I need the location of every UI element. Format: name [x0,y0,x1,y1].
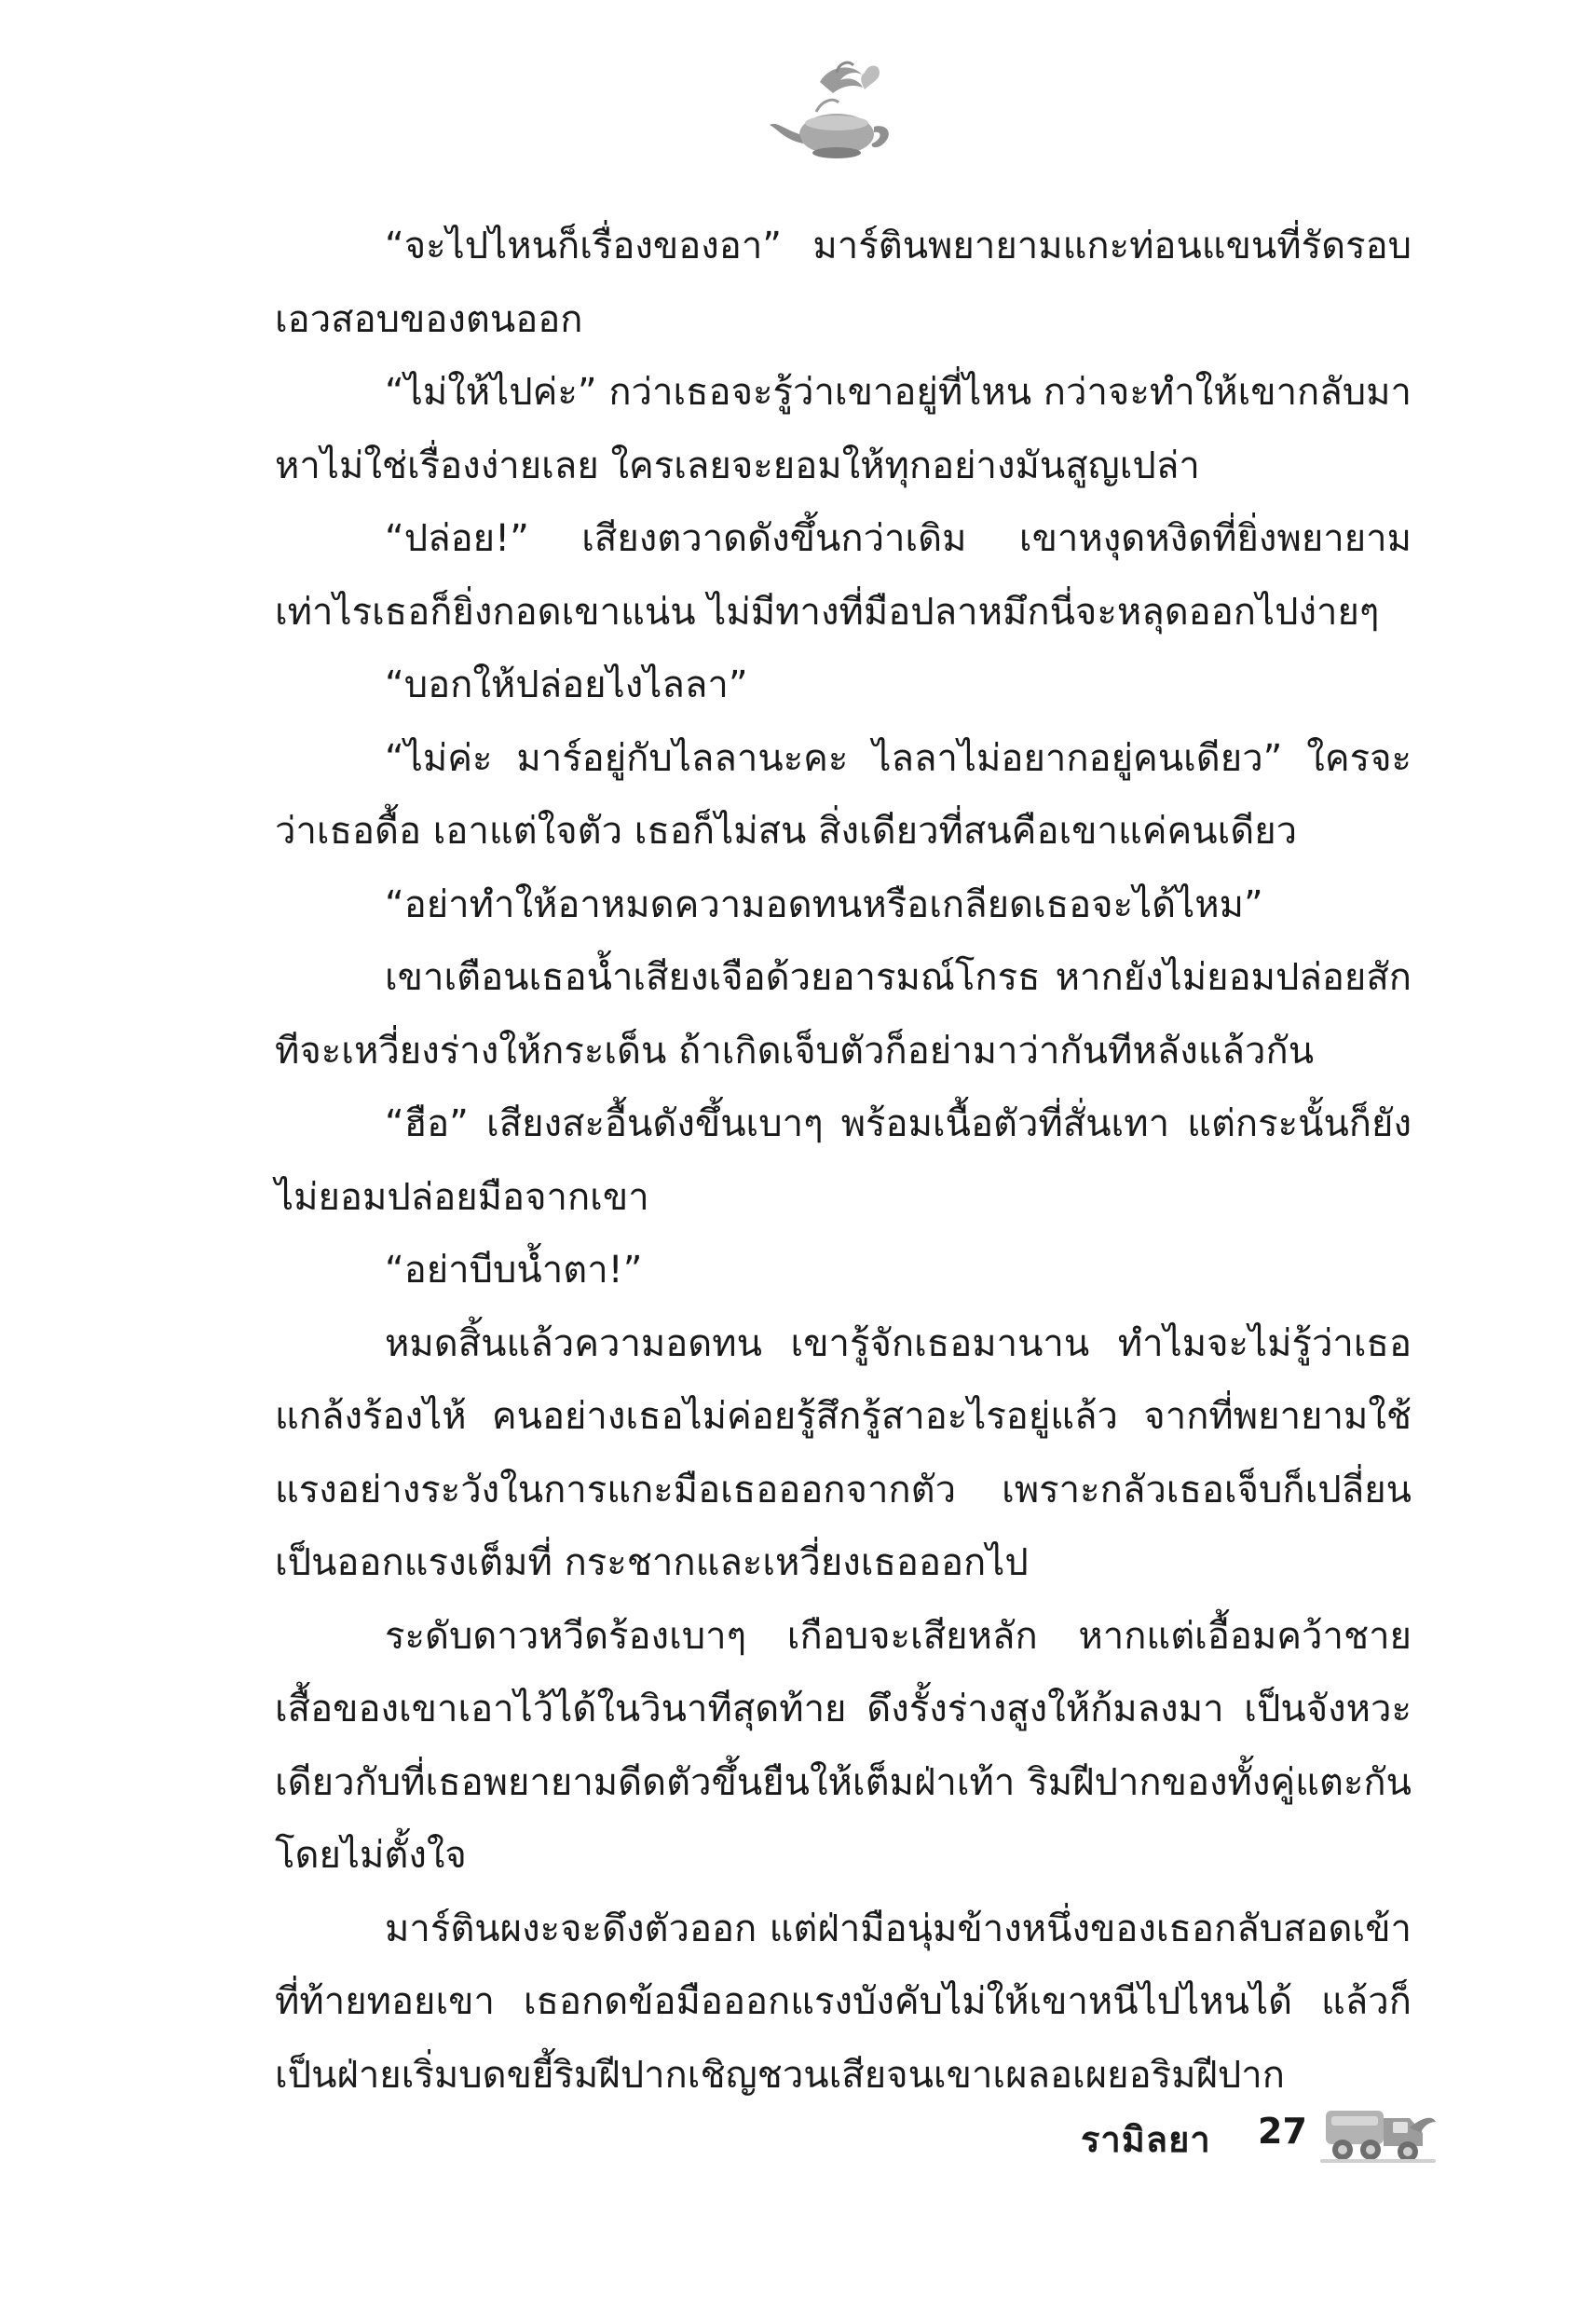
paragraph: “จะไปไหนก็เรื่องของอา” มาร์ตินพยายามแกะท่อนแขนที่รัดรอบเอวสอบของตนออก [275,225,1412,341]
paragraph: “ไม่ค่ะ มาร์อยู่กับไลลานะคะ ไลลาไม่อยากอยู่คนเดียว” ใครจะว่าเธอดื้อ เอาแต่ใจตัว เธอก็ไม่สน สิ่งเดียวที่สนคือเขาแค่คนเดียว [275,736,1412,853]
paragraph: ระดับดาวหวีดร้องเบาๆ เกือบจะเสียหลัก หากแต่เอื้อมคว้าชายเสื้อของเขาเอาไว้ได้ในวินาทีสุดท้าย ดึงรั้งร่างสูงให้ก้มลงมา เป็นจังหวะเดียวกับที่เธอพยายามดีดตัวขึ้นยืนให้เต็มฝ่าเท้า ริมฝีปากของทั้งคู่แตะกันโดยไม่ตั้งใจ [275,1614,1412,1877]
paragraph: “บอกให้ปล่อยไงไลลา” [385,663,748,706]
paragraph: เขาเตือนเธอน้ำเสียงเจือด้วยอารมณ์โกรธ หากยังไม่ยอมปล่อยสักทีจะเหวี่ยงร่างให้กระเด็น ถ้าเกิดเจ็บตัวก็อย่ามาว่ากันทีหลังแล้วกัน [275,956,1412,1073]
paragraph: “ไม่ให้ไปค่ะ” กว่าเธอจะรู้ว่าเขาอยู่ที่ไหน กว่าจะทำให้เขากลับมาหาไม่ใช่เรื่องง่ายเลย ใครเลยจะยอมให้ทุกอย่างมันสูญเปล่า [275,371,1412,487]
page-number: 27 [1258,2111,1307,2152]
paragraph: “อย่าบีบน้ำตา!” [385,1249,643,1292]
paragraph: หมดสิ้นแล้วความอดทน เขารู้จักเธอมานาน ทำไมจะไม่รู้ว่าเธอแกล้งร้องไห้ คนอย่างเธอไม่ค่อยรู้สึกรู้สาอะไรอยู่แล้ว จากที่พยายามใช้แรงอย่างระวังในการแกะมือเธอออกจากตัว เพราะกลัวเธอเจ็บก็เปลี่ยนเป็นออกแรงเต็มที่ กระชากและเหวี่ยงเธอออกไป [275,1321,1412,1584]
paragraph: “ปล่อย!” เสียงตวาดดังขึ้นกว่าเดิม เขาหงุดหงิดที่ยิ่งพยายามเท่าไรเธอก็ยิ่งกอดเขาแน่น ไม่มีทางที่มือปลาหมึกนี่จะหลุดออกไปง่ายๆ [275,517,1412,634]
paragraph: มาร์ตินผงะจะดึงตัวออก แต่ฝ่ามือนุ่มข้างหนึ่งของเธอกลับสอดเข้าที่ท้ายทอยเขา เธอกดข้อมือออกแรงบังคับไม่ให้เขาหนีไปไหนได้ แล้วก็เป็นฝ่ายเริ่มบดขยี้ริมฝีปากเชิญชวนเสียจนเขาเผลอเผยอริมฝีปาก [275,1907,1412,2097]
paragraph: “ฮือ” เสียงสะอื้นดังขึ้นเบาๆ พร้อมเนื้อตัวที่สั่นเทา แต่กระนั้นก็ยังไม่ยอมปล่อยมือจากเขา [275,1102,1412,1219]
body-text [275,210,1412,2112]
teapot-with-bird-icon [764,56,904,168]
toy-truck-icon [1318,2090,1439,2174]
footer-author: รามิลยา [1081,2119,1211,2160]
paragraph: “อย่าทำให้อาหมดความอดทนหรือเกลียดเธอจะได้ไหม” [385,882,1263,926]
page-footer [1062,2101,1435,2185]
